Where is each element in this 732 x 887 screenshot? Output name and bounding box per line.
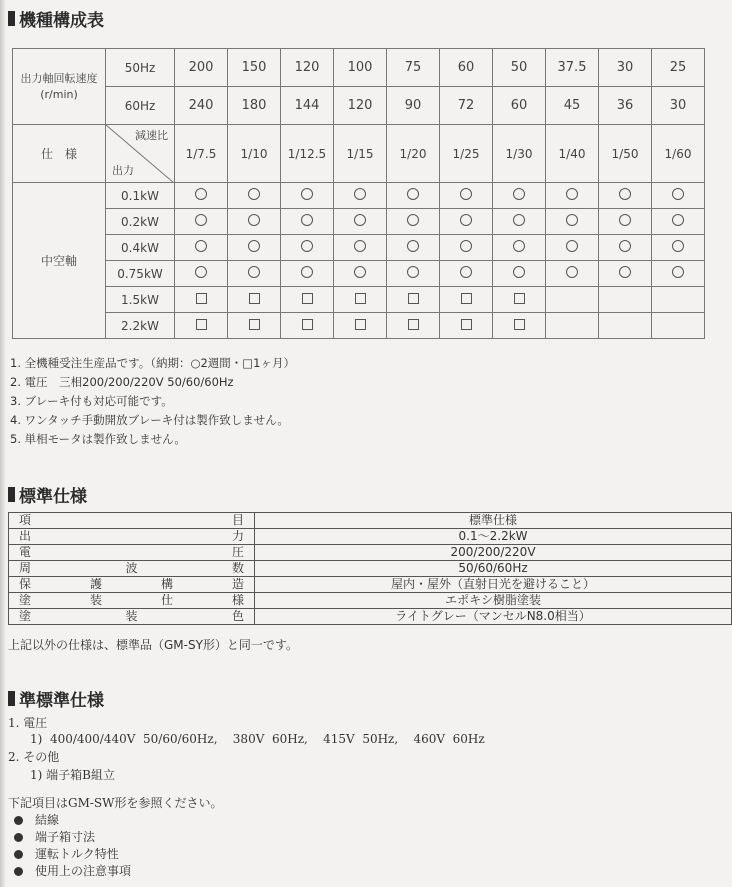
square-icon	[408, 319, 419, 330]
availability-cell	[334, 287, 387, 313]
availability-cell	[652, 313, 705, 339]
circle-icon	[248, 240, 260, 252]
availability-cell	[387, 235, 440, 261]
square-icon	[249, 293, 260, 304]
spec-item-label: 項 目	[9, 513, 255, 529]
circle-icon	[354, 240, 366, 252]
ratio-value: 1/7.5	[175, 125, 228, 183]
availability-cell	[175, 261, 228, 287]
availability-cell	[334, 261, 387, 287]
availability-cell	[652, 183, 705, 209]
ratio-value: 1/15	[334, 125, 387, 183]
freq-50hz-label: 50Hz	[106, 49, 175, 87]
square-icon	[514, 293, 525, 304]
circle-icon	[672, 188, 684, 200]
availability-cell	[228, 183, 281, 209]
note-item: 5. 単相モータは製作致しません。	[10, 432, 186, 446]
section-title-semi-standard	[8, 686, 104, 711]
circle-icon	[354, 266, 366, 278]
circle-icon	[248, 266, 260, 278]
spec-item-value: 200/200/220V	[255, 545, 732, 561]
square-icon	[461, 293, 472, 304]
output-value: 0.4kW	[106, 235, 175, 261]
availability-cell	[387, 287, 440, 313]
availability-cell	[546, 209, 599, 235]
availability-cell	[175, 209, 228, 235]
speed-60hz-value: 120	[334, 87, 387, 125]
circle-icon	[460, 266, 472, 278]
circle-icon	[513, 240, 525, 252]
availability-cell	[228, 313, 281, 339]
lineup-table	[12, 48, 705, 339]
ratio-value: 1/60	[652, 125, 705, 183]
standard-spec-table	[8, 512, 732, 625]
availability-cell	[387, 209, 440, 235]
spec-item-value: ライトグレー（マンセルN8.0相当）	[255, 609, 732, 625]
availability-cell	[599, 183, 652, 209]
square-icon	[302, 293, 313, 304]
freq-60hz-label: 60Hz	[106, 87, 175, 125]
circle-icon	[672, 214, 684, 226]
standard-note: 上記以外の仕様は、標準品（GM-SY形）と同一です。	[8, 638, 298, 652]
circle-icon	[566, 266, 578, 278]
spec-item-value: 50/60/60Hz	[255, 561, 732, 577]
circle-icon	[248, 188, 260, 200]
circle-icon	[407, 266, 419, 278]
spec-item-label: 出 力	[9, 529, 255, 545]
section-marker-icon	[8, 487, 15, 502]
hollow-shaft-label: 中空軸	[13, 183, 106, 339]
availability-cell	[334, 183, 387, 209]
section-marker-icon	[8, 11, 15, 26]
circle-icon	[407, 188, 419, 200]
availability-cell	[599, 209, 652, 235]
speed-header-cell	[13, 49, 106, 125]
availability-cell	[493, 209, 546, 235]
spec-item-label: 周 波 数	[9, 561, 255, 577]
output-value: 0.75kW	[106, 261, 175, 287]
speed-60hz-value: 30	[652, 87, 705, 125]
availability-cell	[175, 313, 228, 339]
circle-icon	[301, 188, 313, 200]
square-icon	[355, 319, 366, 330]
output-label: 出力	[112, 164, 134, 177]
ratio-value: 1/30	[493, 125, 546, 183]
spec-item-value: 屋内・屋外（直射日光を避けること）	[255, 577, 732, 593]
availability-cell	[228, 287, 281, 313]
availability-cell	[175, 287, 228, 313]
semi-item-voltage-detail: 1) 400/400/440V 50/60/60Hz, 380V 60Hz, 415V 50Hz, 460V 60Hz	[30, 732, 485, 746]
square-icon	[249, 319, 260, 330]
availability-cell	[440, 287, 493, 313]
spec-item-label: 保 護 構 造	[9, 577, 255, 593]
circle-icon	[619, 214, 631, 226]
spec-item-label: 電 圧	[9, 545, 255, 561]
semi-item-other: 2. その他	[8, 750, 60, 764]
availability-cell	[546, 287, 599, 313]
availability-cell	[334, 235, 387, 261]
spec-item-value: 標準仕様	[255, 513, 732, 529]
speed-60hz-value: 180	[228, 87, 281, 125]
circle-icon	[407, 214, 419, 226]
availability-cell	[599, 313, 652, 339]
circle-icon	[460, 214, 472, 226]
circle-icon	[407, 240, 419, 252]
spec-item-value: 0.1〜2.2kW	[255, 529, 732, 545]
semi-item-other-detail: 1) 端子箱B組立	[30, 768, 115, 782]
availability-cell	[228, 261, 281, 287]
availability-cell	[440, 261, 493, 287]
availability-cell	[493, 183, 546, 209]
semi-item-voltage: 1. 電圧	[8, 716, 48, 730]
output-value: 0.1kW	[106, 183, 175, 209]
circle-icon	[301, 214, 313, 226]
speed-60hz-value: 45	[546, 87, 599, 125]
page-edge-shadow	[0, 0, 6, 887]
circle-icon	[619, 240, 631, 252]
circle-icon	[195, 266, 207, 278]
availability-cell	[652, 209, 705, 235]
availability-cell	[334, 313, 387, 339]
circle-icon	[566, 214, 578, 226]
availability-cell	[334, 209, 387, 235]
circle-icon	[513, 188, 525, 200]
availability-cell	[281, 287, 334, 313]
circle-icon	[619, 188, 631, 200]
circle-icon	[619, 266, 631, 278]
availability-cell	[493, 261, 546, 287]
ratio-value: 1/50	[599, 125, 652, 183]
reference-text: 下記項目はGM-SW形を参照ください。	[8, 796, 223, 810]
bullet-icon	[14, 850, 23, 859]
speed-50hz-value: 25	[652, 49, 705, 87]
section-title-standard	[8, 482, 87, 507]
speed-50hz-value: 75	[387, 49, 440, 87]
circle-icon	[354, 214, 366, 226]
bullet-icon	[14, 833, 23, 842]
speed-60hz-value: 72	[440, 87, 493, 125]
circle-icon	[672, 266, 684, 278]
availability-cell	[546, 261, 599, 287]
circle-icon	[460, 240, 472, 252]
section-title-text: 標準仕様	[19, 487, 87, 507]
availability-cell	[599, 261, 652, 287]
speed-60hz-value: 60	[493, 87, 546, 125]
ratio-value: 1/12.5	[281, 125, 334, 183]
speed-50hz-value: 200	[175, 49, 228, 87]
square-icon	[514, 319, 525, 330]
spec-item-value: エポキシ樹脂塗装	[255, 593, 732, 609]
circle-icon	[301, 266, 313, 278]
speed-60hz-value: 144	[281, 87, 334, 125]
availability-cell	[652, 235, 705, 261]
bullet-icon	[14, 867, 23, 876]
availability-cell	[175, 183, 228, 209]
circle-icon	[248, 214, 260, 226]
spec-label: 仕 様	[13, 125, 106, 183]
ratio-output-header-cell	[106, 125, 175, 183]
section-title-text: 準標準仕様	[19, 691, 104, 711]
output-value: 0.2kW	[106, 209, 175, 235]
speed-unit: (r/min)	[40, 87, 78, 101]
ratio-value: 1/10	[228, 125, 281, 183]
circle-icon	[513, 214, 525, 226]
note-item: 1. 全機種受注生産品です。（納期：○2週間・□1ヶ月）	[10, 356, 295, 370]
availability-cell	[493, 235, 546, 261]
square-icon	[302, 319, 313, 330]
spec-item-label: 塗 装 色	[9, 609, 255, 625]
note-item: 3. ブレーキ付も対応可能です。	[10, 394, 173, 408]
availability-cell	[281, 313, 334, 339]
speed-label: 出力軸回転速度	[20, 71, 98, 85]
section-title-lineup	[8, 6, 104, 31]
availability-cell	[652, 261, 705, 287]
output-value: 1.5kW	[106, 287, 175, 313]
bullet-icon	[14, 816, 23, 825]
availability-cell	[228, 235, 281, 261]
circle-icon	[301, 240, 313, 252]
circle-icon	[354, 188, 366, 200]
availability-cell	[228, 209, 281, 235]
speed-50hz-value: 50	[493, 49, 546, 87]
circle-icon	[566, 188, 578, 200]
square-icon	[196, 293, 207, 304]
speed-50hz-value: 37.5	[546, 49, 599, 87]
circle-icon	[566, 240, 578, 252]
speed-60hz-value: 90	[387, 87, 440, 125]
ratio-label: 減速比	[135, 129, 168, 142]
section-marker-icon	[8, 691, 15, 706]
availability-cell	[440, 235, 493, 261]
availability-cell	[493, 313, 546, 339]
square-icon	[408, 293, 419, 304]
availability-cell	[387, 183, 440, 209]
speed-50hz-value: 120	[281, 49, 334, 87]
availability-cell	[493, 287, 546, 313]
availability-cell	[387, 261, 440, 287]
output-value: 2.2kW	[106, 313, 175, 339]
ratio-value: 1/40	[546, 125, 599, 183]
circle-icon	[672, 240, 684, 252]
availability-cell	[281, 183, 334, 209]
spec-item-label: 塗 装 仕 様	[9, 593, 255, 609]
availability-cell	[440, 183, 493, 209]
speed-50hz-value: 100	[334, 49, 387, 87]
section-title-text: 機種構成表	[19, 11, 104, 31]
notes-list	[10, 354, 295, 449]
speed-50hz-value: 30	[599, 49, 652, 87]
availability-cell	[387, 313, 440, 339]
availability-cell	[281, 209, 334, 235]
circle-icon	[513, 266, 525, 278]
note-item: 2. 電圧 三相200/200/220V 50/60/60Hz	[10, 375, 234, 389]
availability-cell	[281, 261, 334, 287]
availability-cell	[546, 313, 599, 339]
speed-50hz-value: 60	[440, 49, 493, 87]
availability-cell	[440, 209, 493, 235]
speed-50hz-value: 150	[228, 49, 281, 87]
note-item: 4. ワンタッチ手動開放ブレーキ付は製作致しません。	[10, 413, 289, 427]
circle-icon	[460, 188, 472, 200]
speed-60hz-value: 36	[599, 87, 652, 125]
square-icon	[355, 293, 366, 304]
availability-cell	[546, 235, 599, 261]
circle-icon	[195, 240, 207, 252]
availability-cell	[281, 235, 334, 261]
ratio-value: 1/20	[387, 125, 440, 183]
availability-cell	[652, 287, 705, 313]
bullet-item: 運転トルク特性	[14, 845, 119, 862]
bullet-item: 使用上の注意事項	[14, 862, 131, 879]
availability-cell	[599, 287, 652, 313]
circle-icon	[195, 188, 207, 200]
square-icon	[461, 319, 472, 330]
circle-icon	[195, 214, 207, 226]
availability-cell	[546, 183, 599, 209]
availability-cell	[440, 313, 493, 339]
square-icon	[196, 319, 207, 330]
availability-cell	[175, 235, 228, 261]
availability-cell	[599, 235, 652, 261]
ratio-value: 1/25	[440, 125, 493, 183]
speed-60hz-value: 240	[175, 87, 228, 125]
bullet-item: 端子箱寸法	[14, 828, 95, 845]
bullet-item: 結線	[14, 811, 59, 828]
